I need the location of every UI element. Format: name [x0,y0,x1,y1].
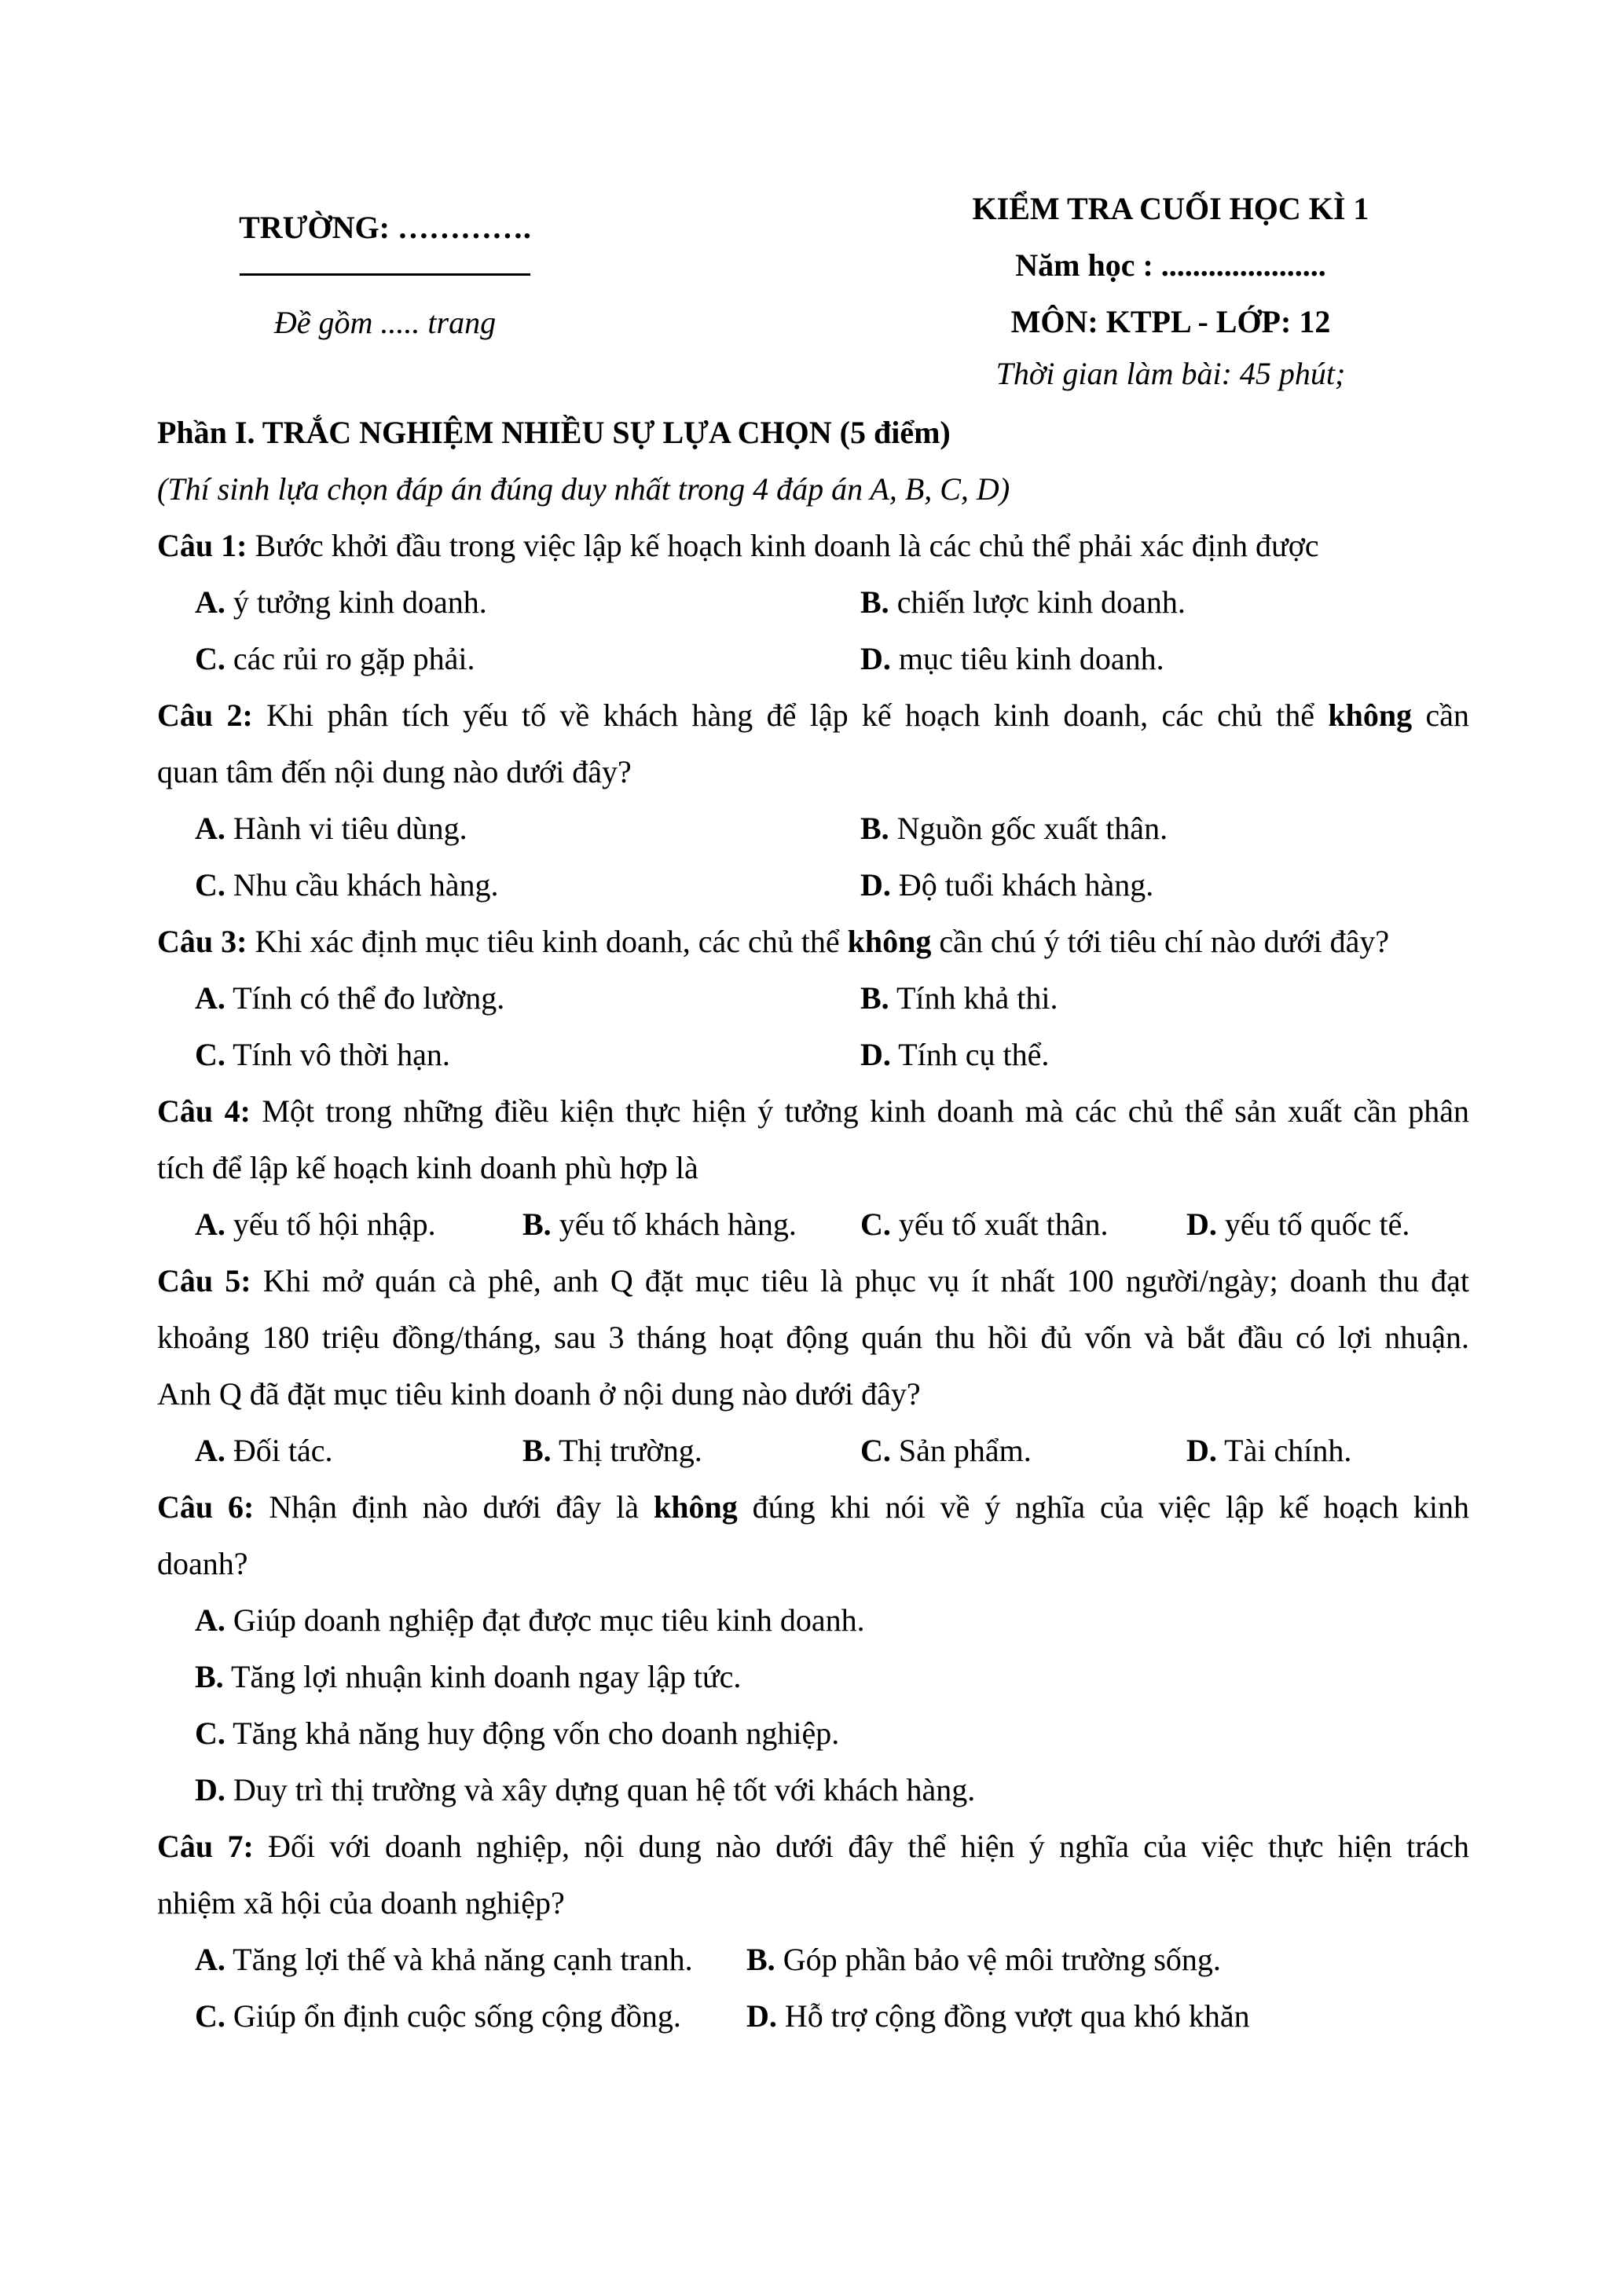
option-a[interactable]: A. Giúp doanh nghiệp đạt được mục tiêu kinh doanh. [195,1602,865,1638]
option-d[interactable]: D. Tính cụ thể. [860,1037,1050,1072]
question-2: Câu 2: Khi phân tích yếu tố về khách hàng để lập kế hoạch kinh doanh, các chủ thể không cần [157,698,1470,733]
options-row [157,1196,1469,1253]
emphasis-khong: không [847,924,932,959]
header-right [864,181,1477,397]
option-b[interactable]: B. Thị trường. [522,1433,702,1468]
duration-line: Thời gian làm bài: 45 phút; [995,356,1346,391]
option-a[interactable]: A. Hành vi tiêu dùng. [195,811,467,846]
option-a[interactable]: A. Đối tác. [195,1433,333,1468]
school-underline [240,273,530,276]
section-title: Phần I. TRẮC NGHIỆM NHIỀU SỰ LỰA CHỌN (5 điểm) [157,415,951,450]
options-row [157,970,1469,1027]
subject-line: MÔN: KTPL - LỚP: 12 [1010,304,1331,339]
option-b[interactable]: B. Nguồn gốc xuất thân. [860,811,1168,846]
question-label: Câu 5: [157,1263,251,1298]
question-label: Câu 3: [157,924,247,959]
options-row [157,857,1469,914]
question-2-continued: quan tâm đến nội dung nào dưới đây? [157,754,632,789]
question-6-continued: doanh? [157,1546,248,1581]
school-label: TRƯỜNG: …………. [239,210,531,245]
options-row [157,1932,1469,1988]
section-instruction: (Thí sinh lựa chọn đáp án đúng duy nhất trong 4 đáp án A, B, C, D) [157,471,1010,507]
option-b[interactable]: B. Tính khả thi. [860,980,1058,1016]
emphasis-khong: không [1328,698,1413,733]
option-b[interactable]: B. chiến lược kinh doanh. [860,584,1186,620]
option-d[interactable]: D. yếu tố quốc tế. [1186,1207,1410,1242]
option-a[interactable]: A. ý tưởng kinh doanh. [195,584,487,620]
option-c[interactable]: C. các rủi ro gặp phải. [195,641,475,676]
school-year: Năm học : ..................... [1015,247,1326,283]
option-d[interactable]: D. Độ tuổi khách hàng. [860,867,1154,903]
question-text: Bước khởi đầu trong việc lập kế hoạch kinh doanh là các chủ thể phải xác định được [255,528,1319,563]
option-a[interactable]: A. Tăng lợi thế và khả năng cạnh tranh. [195,1942,693,1977]
option-d[interactable]: D. Tài chính. [1186,1433,1352,1468]
option-a[interactable]: A. Tính có thể đo lường. [195,980,505,1016]
pages-note: Đề gồm ..... trang [273,305,497,340]
option-c[interactable]: C. Tăng khả năng huy động vốn cho doanh nghiệp. [195,1716,840,1751]
option-c[interactable]: C. Sản phẩm. [860,1433,1032,1468]
option-d[interactable]: D. Hỗ trợ cộng đồng vượt qua khó khăn [746,1998,1250,2034]
question-5-continued: Anh Q đã đặt mục tiêu kinh doanh ở nội dung nào dưới đây? [157,1376,921,1412]
option-b[interactable]: B. Tăng lợi nhuận kinh doanh ngay lập tức. [195,1659,742,1694]
option-d[interactable]: D. Duy trì thị trường và xây dựng quan hệ tốt với khách hàng. [195,1772,976,1807]
question-5: Câu 5: Khi mở quán cà phê, anh Q đặt mục tiêu là phục vụ ít nhất 100 người/ngày; doanh thu đạt [157,1263,1470,1298]
question-6: Câu 6: Nhận định nào dưới đây là không đúng khi nói về ý nghĩa của việc lập kế hoạch kinh [157,1489,1470,1525]
option-a[interactable]: A. yếu tố hội nhập. [195,1207,436,1242]
question-label: Câu 6: [157,1489,255,1525]
option-d[interactable]: D. mục tiêu kinh doanh. [860,641,1164,676]
question-4: Câu 4: Một trong những điều kiện thực hiện ý tưởng kinh doanh mà các chủ thể sản xuất cần phân [157,1093,1470,1129]
option-c[interactable]: C. Giúp ổn định cuộc sống cộng đồng. [195,1998,681,2034]
question-5-continued: khoảng 180 triệu đồng/tháng, sau 3 tháng hoạt động quán thu hồi đủ vốn và bắt đầu có lợi nhuận. [157,1320,1469,1355]
question-label: Câu 4: [157,1093,251,1129]
options-row [157,800,1469,857]
option-c[interactable]: C. Nhu cầu khách hàng. [195,867,499,903]
options-row [157,1423,1469,1479]
header-left [196,204,574,346]
options-row [157,1988,1469,2045]
exam-body [157,405,1469,2045]
question-7: Câu 7: Đối với doanh nghiệp, nội dung nào dưới đây thể hiện ý nghĩa của việc thực hiện trách [157,1829,1470,1864]
question-4-continued: tích để lập kế hoạch kinh doanh phù hợp là [157,1150,698,1185]
question-label: Câu 2: [157,698,253,733]
question-label: Câu 7: [157,1829,254,1864]
question-1 [157,518,1469,574]
options-row [157,631,1469,687]
option-c[interactable]: C. Tính vô thời hạn. [195,1037,450,1072]
exam-title: KIỂM TRA CUỐI HỌC KÌ 1 [972,191,1369,226]
option-b[interactable]: B. Góp phần bảo vệ môi trường sống. [746,1942,1221,1977]
options-row [157,1027,1469,1083]
option-b[interactable]: B. yếu tố khách hàng. [522,1207,797,1242]
option-c[interactable]: C. yếu tố xuất thân. [860,1207,1109,1242]
question-7-continued: nhiệm xã hội của doanh nghiệp? [157,1885,565,1921]
options-row [157,574,1469,631]
question-label: Câu 1: [157,528,247,563]
question-3: Câu 3: Khi xác định mục tiêu kinh doanh, các chủ thể không cần chú ý tới tiêu chí nào dưới đây? [157,924,1390,959]
emphasis-khong: không [653,1489,738,1525]
